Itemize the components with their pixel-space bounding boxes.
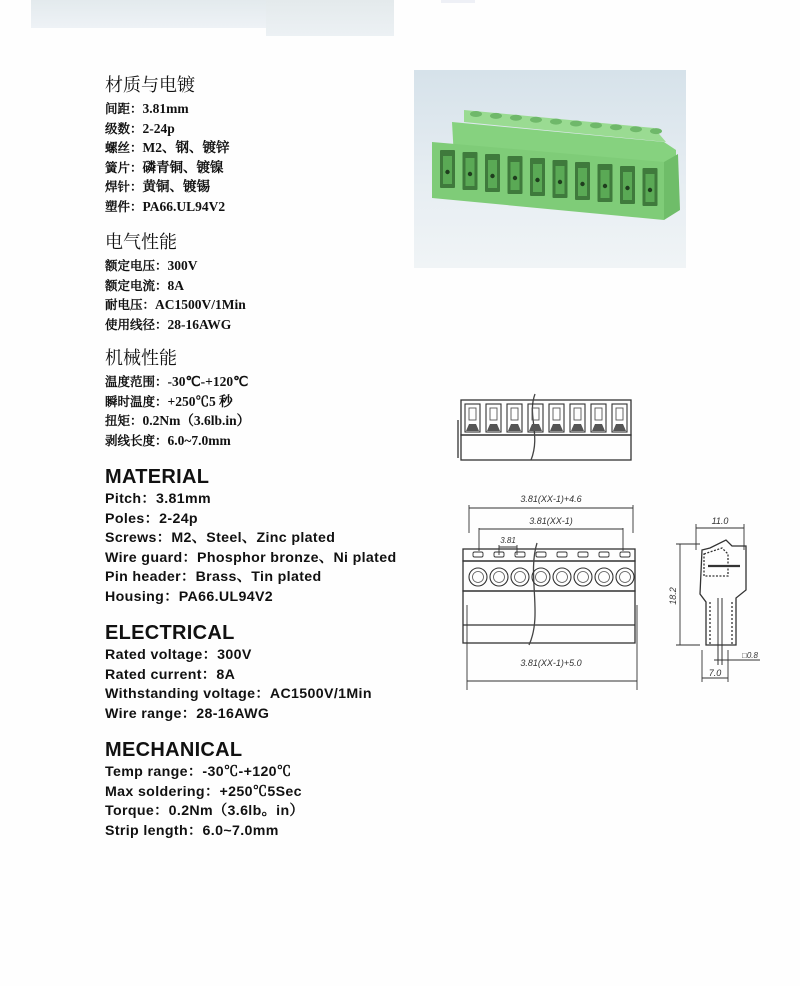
wire-clamp-hole [535,178,539,182]
dim-side-height: 18.2 [668,587,678,605]
wire-clamp-hole [490,174,494,178]
wire-clamp-hole [558,180,562,184]
front-pin-slot [557,552,567,557]
front-pin-slot [578,552,588,557]
zh-electrical-title: 电气性能 [105,232,177,253]
front-screw-inner [473,572,484,583]
front-view-drawing [455,485,655,685]
top-view-cell-wedge [466,424,479,431]
en-mechanical-title: MECHANICAL [105,738,243,762]
front-screw-inner [515,572,526,583]
dim-side-width: 11.0 [711,516,729,526]
zh-material-row: 间距：3.81mm [105,101,189,116]
front-screw-head [490,568,508,586]
top-view-cell-wedge [487,424,500,431]
zh-material-section [105,74,230,217]
zh-material-row: 塑件：PA66.UL94V2 [105,198,226,214]
zh-mechanical-row: 剥线长度：6.0~7.0mm [105,432,231,448]
front-screw-head [553,568,571,586]
front-screw-head [532,568,550,586]
zh-electrical-section [105,231,246,334]
screw-hole [530,117,542,123]
dim-pin-offset: 7.0 [708,668,722,678]
en-mechanical-row: Strip length：6.0~7.0mm [105,822,279,839]
en-material-row: Pin header：Brass、Tin plated [105,569,322,586]
zh-electrical-row: 额定电压：300V [105,258,198,273]
front-screw-head [469,568,487,586]
front-screw-inner [536,572,547,583]
en-material-row: Screws：M2、Steel、Zinc plated [105,530,336,547]
front-screw-inner [578,572,589,583]
en-mechanical-section [105,739,304,841]
top-view-cell-inner [616,408,623,420]
front-screw-inner [494,572,505,583]
wire-clamp-hole [625,186,629,190]
front-body [463,591,635,643]
top-view-cell-wedge [529,424,542,431]
front-screw-head [574,568,592,586]
wire-clamp-hole [580,182,584,186]
dim-overall-top: 3.81(XX-1)+4.6 [520,494,582,504]
front-pin-slot [515,552,525,557]
screw-hole [610,124,622,130]
top-view-cell-inner [553,408,560,420]
top-view-cell-wedge [613,424,626,431]
front-screw-inner [557,572,568,583]
en-material-title: MATERIAL [105,465,210,489]
zh-electrical-row: 耐电压：AC1500V/1Min [105,297,246,313]
en-material-row: Poles：2-24p [105,510,198,527]
en-material-row: Wire guard：Phosphor bronze、Ni plated [105,549,397,566]
zh-mechanical-row: 扭矩：0.2Nm（3.6lb.in） [105,413,251,429]
zh-material-row: 焊针：黄铜、镀锡 [105,179,211,195]
front-screw-head [616,568,634,586]
front-pin-slot [620,552,630,557]
front-screw-inner [599,572,610,583]
zh-mechanical-title: 机械性能 [105,348,177,369]
top-view-lower [461,435,631,460]
top-view-cell-inner [511,408,518,420]
dim-pin-size: □0.8 [742,651,758,660]
zh-electrical-row: 使用线径：28-16AWG [105,316,232,332]
zh-mechanical-section [105,347,250,450]
en-electrical-row: Wire range：28-16AWG [105,705,270,722]
top-banner-left [31,0,267,28]
side-view-drawing [670,510,780,690]
screw-hole [650,128,662,134]
top-view-cell-wedge [592,424,605,431]
screw-hole [490,113,502,119]
top-view-cell-inner [469,408,476,420]
wire-clamp-hole [445,170,449,174]
front-screw-inner [620,572,631,583]
housing-side [664,154,680,220]
wire-clamp-hole [603,184,607,188]
front-pin-slot [536,552,546,557]
en-material-row: Pitch：3.81mm [105,491,211,507]
screw-hole [570,121,582,127]
front-screw-head [595,568,613,586]
dim-pin-span: 3.81(XX-1) [529,516,573,526]
top-banner-right [266,0,394,36]
screw-hole [590,122,602,128]
en-mechanical-row: Temp range：-30℃-+120℃ [105,764,292,780]
zh-mechanical-row: 温度范围：-30℃-+120℃ [105,374,249,389]
en-electrical-section [105,622,372,724]
product-photo [414,70,686,268]
zh-material-title: 材质与电镀 [105,75,195,96]
en-mechanical-row: Max soldering：+250℃5Sec [105,783,302,800]
screw-hole [630,126,642,132]
en-electrical-title: ELECTRICAL [105,621,235,645]
screw-hole [470,111,482,117]
top-view-cell-wedge [508,424,521,431]
zh-mechanical-row: 瞬时温度：+250℃5 秒 [105,393,233,409]
dim-pitch: 3.81 [500,536,516,545]
en-material-row: Housing：PA66.UL94V2 [105,588,274,605]
top-tab-strip [441,0,475,3]
wire-clamp-hole [513,176,517,180]
zh-material-row: 螺丝：M2、钢、镀锌 [105,140,230,156]
zh-electrical-row: 额定电流：8A [105,277,185,293]
front-pin-slot [473,552,483,557]
side-profile [700,540,746,645]
front-screw-head [511,568,529,586]
break-line [529,543,537,645]
zh-material-row: 级数：2-24p [105,120,175,136]
en-material-section [105,466,397,608]
front-pin-slot [599,552,609,557]
top-view-cell-wedge [571,424,584,431]
en-electrical-row: Rated voltage：300V [105,647,252,663]
screw-hole [550,119,562,125]
top-view-drawing [455,390,635,462]
zh-material-row: 簧片：磷青铜、镀镍 [105,159,224,175]
top-view-cell-inner [595,408,602,420]
en-mechanical-row: Torque：0.2Nm（3.6lb。in） [105,803,304,820]
dim-overall-bottom: 3.81(XX-1)+5.0 [520,658,582,668]
top-view-cell-wedge [550,424,563,431]
en-electrical-row: Withstanding voltage：AC1500V/1Min [105,686,372,703]
top-view-cell-inner [574,408,581,420]
wire-clamp-hole [648,188,652,192]
wire-clamp-hole [468,172,472,176]
en-electrical-row: Rated current：8A [105,666,236,683]
terminal-block-illustration [414,70,686,268]
top-view-cell-inner [490,408,497,420]
screw-hole [510,115,522,121]
